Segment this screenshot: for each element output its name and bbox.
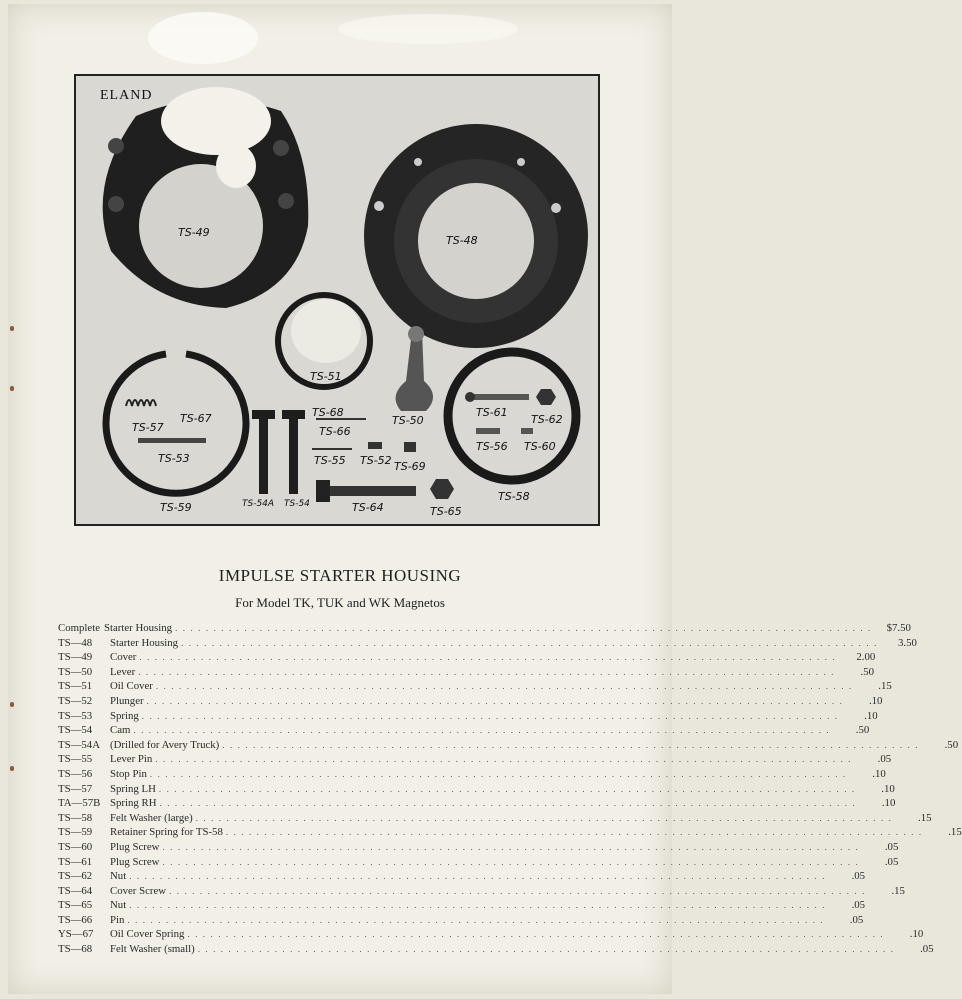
part-label: TS-68 — [312, 406, 344, 419]
part-description: Pin — [110, 913, 125, 926]
parts-row — [58, 650, 876, 665]
binding-mark — [10, 766, 14, 771]
leader-dots: . . . . . . . . . . . . . . . . . . . . . . . . . . . . . . . . . . . . . . . . . . . . . . . . . . . . . . . . . . . . . . . . . . . . . . . . . . . . . . . . . . . . . . . . . . . — [133, 725, 831, 736]
parts-row — [58, 738, 959, 753]
part-label: TS-66 — [319, 425, 351, 438]
leader-dots: . . . . . . . . . . . . . . . . . . . . . . . . . . . . . . . . . . . . . . . . . . . . . . . . . . . . . . . . . . . . . . . . . . . . . . . . . . . . . . . . . . . . . . . . . . . — [222, 739, 920, 750]
part-number: TS—61 — [58, 855, 93, 868]
part-description: Nut — [110, 870, 127, 883]
part-label: TS-52 — [360, 454, 392, 467]
part-number: TA—57B — [58, 797, 101, 810]
part-label: TS-65 — [430, 505, 462, 518]
part-number: TS—60 — [58, 840, 93, 853]
part-number: TS—65 — [58, 899, 93, 912]
page-title: IMPULSE STARTER HOUSING — [218, 566, 462, 585]
part-label: TS-69 — [394, 460, 426, 473]
part-description: Starter Housing — [103, 622, 173, 634]
part-number: TS—59 — [58, 826, 93, 839]
part-price: .50 — [855, 724, 870, 737]
parts-price-list — [58, 621, 962, 957]
part-label: TS-49 — [178, 226, 210, 239]
leader-dots: . . . . . . . . . . . . . . . . . . . . . . . . . . . . . . . . . . . . . . . . . . . . . . . . . . . . . . . . . . . . . . . . . . . . . . . . . . . . . . . . . . . . . . . . . . . — [129, 871, 827, 882]
part-description: Cam — [110, 724, 131, 737]
parts-row — [58, 811, 932, 826]
parts-photograph — [74, 74, 600, 526]
part-label: TS-58 — [498, 490, 530, 503]
part-description: (Drilled for Avery Truck) — [110, 738, 220, 751]
parts-row — [58, 942, 934, 957]
part-label: TS-56 — [476, 440, 508, 453]
leader-dots: . . . . . . . . . . . . . . . . . . . . . . . . . . . . . . . . . . . . . . . . . . . . . . . . . . . . . . . . . . . . . . . . . . . . . . . . . . . . . . . . . . . . . . . . . . . — [162, 841, 860, 852]
leader-dots: . . . . . . . . . . . . . . . . . . . . . . . . . . . . . . . . . . . . . . . . . . . . . . . . . . . . . . . . . . . . . . . . . . . . . . . . . . . . . . . . . . . . . . . . . . . — [169, 885, 866, 896]
part-description: Retainer Spring for TS-58 — [110, 826, 223, 839]
part-description: Spring — [110, 709, 139, 722]
page-subtitle: For Model TK, TUK and WK Magnetos — [235, 595, 445, 610]
part-price: .10 — [909, 928, 924, 941]
leader-dots: . . . . . . . . . . . . . . . . . . . . . . . . . . . . . . . . . . . . . . . . . . . . . . . . . . . . . . . . . . . . . . . . . . . . . . . . . . . . . . . . . . . . . . . . . . . — [175, 623, 872, 633]
leader-dots: . . . . . . . . . . . . . . . . . . . . . . . . . . . . . . . . . . . . . . . . . . . . . . . . . . . . . . . . . . . . . . . . . . . . . . . . . . . . . . . . . . . . . . . . . . . — [149, 768, 847, 779]
parts-row — [58, 825, 962, 840]
part-description: Plunger — [110, 694, 144, 707]
part-price: 3.50 — [898, 636, 917, 649]
part-label: TS-64 — [352, 501, 384, 514]
part-price: .10 — [872, 767, 886, 780]
paper-damage — [148, 12, 258, 64]
parts-row — [58, 621, 911, 636]
part-price: .05 — [851, 870, 866, 883]
parts-row — [58, 694, 883, 709]
leader-dots: . . . . . . . . . . . . . . . . . . . . . . . . . . . . . . . . . . . . . . . . . . . . . . . . . . . . . . . . . . . . . . . . . . . . . . . . . . . . . . . . . . . . . . . . . . . — [155, 681, 853, 692]
leader-dots: . . . . . . . . . . . . . . . . . . . . . . . . . . . . . . . . . . . . . . . . . . . . . . . . . . . . . . . . . . . . . . . . . . . . . . . . . . . . . . . . . . . . . . . . . . . — [127, 914, 825, 925]
part-number: TS—55 — [58, 753, 93, 766]
part-label: TS-51 — [310, 370, 342, 383]
leader-dots: . . . . . . . . . . . . . . . . . . . . . . . . . . . . . . . . . . . . . . . . . . . . . . . . . . . . . . . . . . . . . . . . . . . . . . . . . . . . . . . . . . . . . . . . . . . — [155, 754, 853, 765]
part-description: Spring LH — [110, 782, 156, 795]
part-number: TS—56 — [58, 767, 93, 780]
part-number: YS—67 — [58, 928, 94, 941]
leader-dots: . . . . . . . . . . . . . . . . . . . . . . . . . . . . . . . . . . . . . . . . . . . . . . . . . . . . . . . . . . . . . . . . . . . . . . . . . . . . . . . . . . . . . . . . . . . — [129, 900, 827, 911]
part-price: .05 — [884, 840, 899, 853]
paper-damage — [338, 14, 518, 44]
parts-row — [58, 840, 899, 855]
part-description: Felt Washer (small) — [110, 943, 195, 956]
part-label: TS-67 — [180, 412, 212, 425]
part-price: .15 — [891, 884, 905, 897]
parts-row — [58, 636, 917, 651]
part-price: 2.00 — [856, 651, 876, 664]
part-number: TS—48 — [58, 636, 93, 649]
part-description: Cover Screw — [110, 884, 167, 897]
part-price: $7.50 — [886, 622, 911, 634]
parts-row — [58, 752, 892, 767]
binding-mark — [10, 386, 14, 391]
part-description: Oil Cover Spring — [110, 928, 185, 941]
leader-dots: . . . . . . . . . . . . . . . . . . . . . . . . . . . . . . . . . . . . . . . . . . . . . . . . . . . . . . . . . . . . . . . . . . . . . . . . . . . . . . . . . . . . . . . . . . . — [138, 666, 836, 677]
part-label: TS-57 — [132, 421, 164, 434]
part-description: Nut — [110, 899, 127, 912]
part-label: TS-61 — [476, 406, 508, 419]
leader-dots: . . . . . . . . . . . . . . . . . . . . . . . . . . . . . . . . . . . . . . . . . . . . . . . . . . . . . . . . . . . . . . . . . . . . . . . . . . . . . . . . . . . . . . . . . . . — [146, 695, 844, 706]
part-number: TS—58 — [58, 811, 93, 824]
part-description: Lever — [110, 665, 136, 678]
leader-dots: . . . . . . . . . . . . . . . . . . . . . . . . . . . . . . . . . . . . . . . . . . . . . . . . . . . . . . . . . . . . . . . . . . . . . . . . . . . . . . . . . . . . . . . . . . . — [195, 812, 893, 823]
part-number: TS—53 — [58, 709, 93, 722]
part-description: Oil Cover — [110, 680, 153, 693]
part-price: .10 — [881, 782, 895, 795]
part-price: .10 — [868, 694, 883, 707]
part-description: Plug Screw — [110, 855, 160, 868]
part-price: .15 — [918, 811, 932, 824]
part-price: .15 — [878, 680, 892, 693]
leader-dots: . . . . . . . . . . . . . . . . . . . . . . . . . . . . . . . . . . . . . . . . . . . . . . . . . . . . . . . . . . . . . . . . . . . . . . . . . . . . . . . . . . . . . . . . . . . — [158, 783, 856, 794]
part-price: .50 — [860, 665, 875, 678]
part-number: TS—54 — [58, 724, 93, 737]
parts-row — [58, 913, 864, 928]
photo-corner-text: ELAND — [100, 88, 153, 103]
part-description: Spring RH — [110, 797, 157, 810]
part-label: TS-53 — [158, 452, 190, 465]
part-label: TS-60 — [524, 440, 556, 453]
parts-row — [58, 665, 875, 680]
part-label: TS-50 — [392, 414, 424, 427]
leader-dots: . . . . . . . . . . . . . . . . . . . . . . . . . . . . . . . . . . . . . . . . . . . . . . . . . . . . . . . . . . . . . . . . . . . . . . . . . . . . . . . . . . . . . . . . . . . — [159, 798, 857, 809]
leader-dots: . . . . . . . . . . . . . . . . . . . . . . . . . . . . . . . . . . . . . . . . . . . . . . . . . . . . . . . . . . . . . . . . . . . . . . . . . . . . . . . . . . . . . . . . . . . — [187, 929, 885, 940]
part-price: .50 — [944, 738, 959, 751]
part-number: TS—68 — [58, 943, 93, 956]
part-number: TS—64 — [58, 884, 93, 897]
part-price: .10 — [864, 709, 878, 722]
part-number: TS—49 — [58, 651, 93, 664]
part-price: .10 — [881, 797, 896, 810]
part-price: .05 — [851, 899, 866, 912]
part-label: TS-54A — [242, 499, 275, 509]
part-label: TS-48 — [446, 234, 478, 247]
binding-mark — [10, 326, 14, 331]
part-price: .05 — [884, 855, 899, 868]
parts-row — [58, 869, 866, 884]
part-description: Stop Pin — [110, 767, 147, 780]
leader-dots: . . . . . . . . . . . . . . . . . . . . . . . . . . . . . . . . . . . . . . . . . . . . . . . . . . . . . . . . . . . . . . . . . . . . . . . . . . . . . . . . . . . . . . . . . . . — [162, 856, 860, 867]
part-number: TS—52 — [58, 694, 93, 707]
leader-dots: . . . . . . . . . . . . . . . . . . . . . . . . . . . . . . . . . . . . . . . . . . . . . . . . . . . . . . . . . . . . . . . . . . . . . . . . . . . . . . . . . . . . . . . . . . . — [139, 652, 837, 663]
leader-dots: . . . . . . . . . . . . . . . . . . . . . . . . . . . . . . . . . . . . . . . . . . . . . . . . . . . . . . . . . . . . . . . . . . . . . . . . . . . . . . . . . . . . . . . . . . . — [181, 637, 878, 648]
part-label: TS-62 — [531, 413, 563, 426]
part-label: TS-55 — [314, 454, 346, 467]
part-description: Felt Washer (large) — [110, 811, 193, 824]
part-price: .05 — [920, 943, 934, 956]
part-label: TS-54 — [284, 499, 310, 509]
part-price: .05 — [849, 913, 864, 926]
part-number: TS—54A — [58, 738, 100, 751]
parts-row — [58, 767, 886, 782]
parts-row — [58, 709, 878, 724]
binding-mark — [10, 702, 14, 707]
catalog-page — [8, 4, 962, 994]
parts-row — [58, 679, 892, 694]
part-label: TS-59 — [160, 501, 192, 514]
part-number: TS—51 — [58, 680, 93, 693]
parts-row — [58, 855, 899, 870]
parts-row — [58, 796, 896, 811]
leader-dots: . . . . . . . . . . . . . . . . . . . . . . . . . . . . . . . . . . . . . . . . . . . . . . . . . . . . . . . . . . . . . . . . . . . . . . . . . . . . . . . . . . . . . . . . . . . — [141, 710, 839, 721]
part-number: TS—66 — [58, 913, 93, 926]
parts-row — [58, 927, 924, 942]
part-description: Starter Housing — [110, 636, 179, 649]
part-number: TS—50 — [58, 665, 93, 678]
parts-row — [58, 782, 895, 797]
parts-row — [58, 884, 905, 899]
parts-row — [58, 723, 870, 738]
leader-dots: . . . . . . . . . . . . . . . . . . . . . . . . . . . . . . . . . . . . . . . . . . . . . . . . . . . . . . . . . . . . . . . . . . . . . . . . . . . . . . . . . . . . . . . . . . . — [225, 827, 923, 838]
part-number: Complete — [58, 622, 100, 634]
part-number: TS—57 — [58, 782, 93, 795]
parts-row — [58, 898, 866, 913]
part-description: Plug Screw — [110, 840, 160, 853]
part-description: Cover — [110, 651, 137, 664]
part-price: .05 — [877, 753, 892, 766]
leader-dots: . . . . . . . . . . . . . . . . . . . . . . . . . . . . . . . . . . . . . . . . . . . . . . . . . . . . . . . . . . . . . . . . . . . . . . . . . . . . . . . . . . . . . . . . . . . — [197, 944, 895, 955]
part-price: .15 — [948, 826, 962, 839]
part-description: Lever Pin — [110, 753, 153, 766]
part-number: TS—62 — [58, 870, 93, 883]
